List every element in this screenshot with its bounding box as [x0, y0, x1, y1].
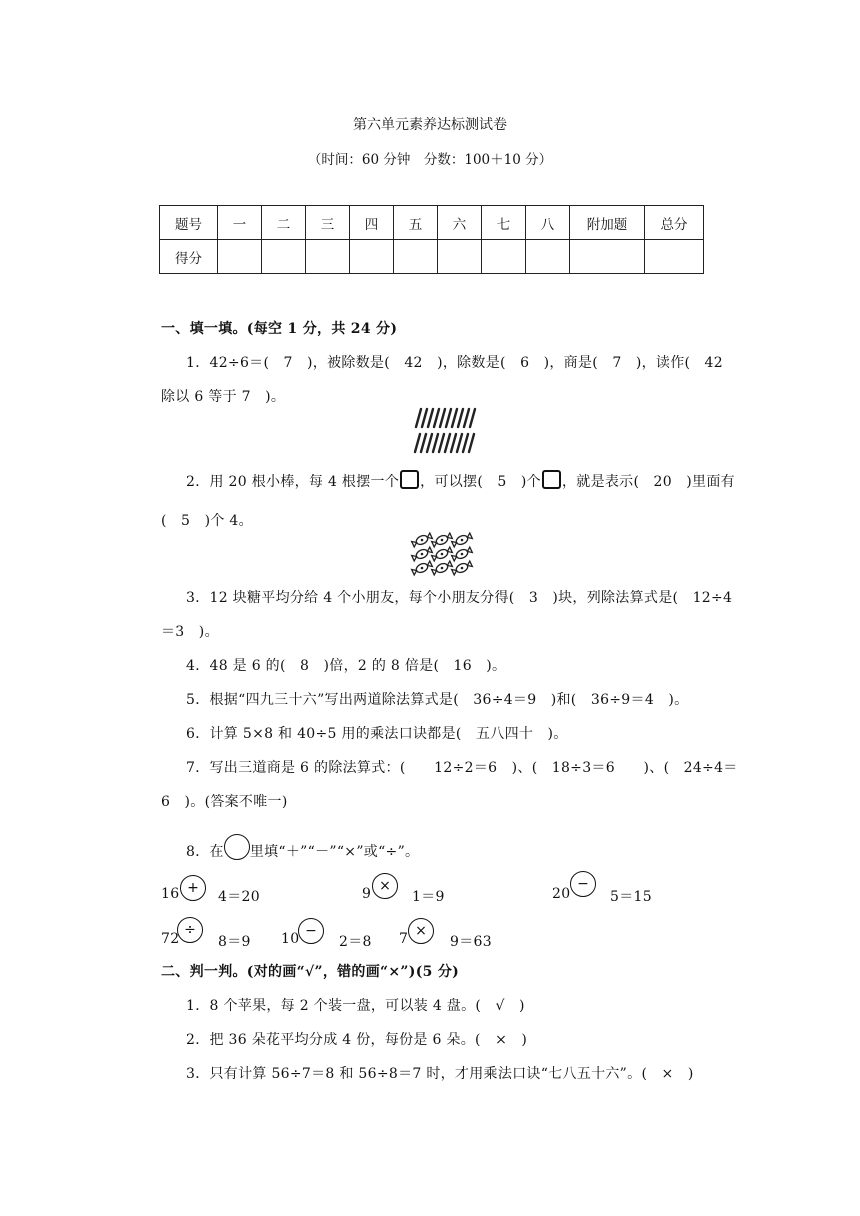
q4-line: 4．48 是 6 的( 8 )倍，2 的 8 倍是( 16 )。: [186, 658, 507, 674]
table-cell: 一: [218, 206, 262, 240]
times-circle-icon[interactable]: ×: [408, 918, 434, 944]
q8-item-left: 20: [552, 886, 571, 902]
q8-item-right: 4＝20: [218, 889, 260, 905]
table-cell: 三: [306, 206, 350, 240]
table-cell: 附加题: [570, 206, 645, 240]
table-cell: 总分: [645, 206, 704, 240]
q2-line1: [186, 470, 735, 491]
plus-circle-icon[interactable]: +: [180, 875, 206, 901]
sticks-illustration: [412, 407, 478, 455]
section2-heading: 二、判一判。(对的画“√”，错的画“×”)(5 分): [161, 964, 460, 980]
q8-item-right: 9＝63: [450, 934, 492, 950]
q3-line1: 3．12 块糖平均分给 4 个小朋友，每个小朋友分得( 3 )块，列除法算式是( 12÷4: [186, 590, 733, 606]
table-cell: 四: [350, 206, 394, 240]
q8-item-right: 5＝15: [610, 889, 652, 905]
q1-line1: 1．42÷6＝( 7 )，被除数是( 42 )，除数是( 6 )，商是( 7 )，读作( 42: [186, 355, 723, 371]
q7-line2: 6 )。(答案不唯一): [161, 794, 288, 810]
candies-illustration: [410, 532, 478, 582]
score-input-cell[interactable]: [306, 240, 350, 274]
judge-q3: 3．只有计算 56÷7＝8 和 56÷8＝7 时，才用乘法口诀“七八五十六”。( × ): [186, 1066, 694, 1082]
table-cell: 五: [394, 206, 438, 240]
judge-q2: 2．把 36 朵花平均分成 4 份，每份是 6 朵。( × ): [186, 1032, 528, 1048]
square-icon: [542, 470, 561, 489]
section1-heading: 一、填一填。(每空 1 分，共 24 分): [161, 321, 398, 337]
table-cell: 题号: [160, 206, 218, 240]
score-input-cell[interactable]: [482, 240, 526, 274]
q8-item-right: 1＝9: [412, 889, 445, 905]
times-circle-icon[interactable]: ×: [372, 873, 398, 899]
table-cell: 六: [438, 206, 482, 240]
q5-line: 5．根据“四九三十六”写出两道除法算式是( 36÷4＝9 )和( 36÷9＝4 )。: [186, 692, 689, 708]
table-cell: 得分: [160, 240, 218, 274]
q8-item-left: 7: [399, 931, 409, 947]
q7-line1: 7．写出三道商是 6 的除法算式：( 12÷2＝6 )、( 18÷3＝6 )、( 24÷4＝: [186, 760, 738, 776]
score-input-cell[interactable]: [645, 240, 704, 274]
score-input-cell[interactable]: [262, 240, 306, 274]
judge-q1: 1．8 个苹果，每 2 个装一盘，可以装 4 盘。( √ ): [186, 998, 525, 1014]
q8-item-left: 16: [161, 886, 180, 902]
page-title: 第六单元素养达标测试卷: [353, 117, 507, 133]
circle-icon: [224, 834, 250, 860]
q8-item-left: 72: [161, 931, 180, 947]
q8-item-left: 10: [281, 931, 300, 947]
score-table: [159, 205, 704, 274]
q3-line2: ＝3 )。: [161, 624, 219, 640]
table-cell: 八: [526, 206, 570, 240]
q8-text-part2: 里填“＋”“－”“×”或“÷”。: [249, 844, 420, 860]
q8-item-right: 2＝8: [339, 934, 372, 950]
table-cell: 二: [262, 206, 306, 240]
q8-item-left: 9: [362, 886, 372, 902]
score-input-cell[interactable]: [218, 240, 262, 274]
score-input-cell[interactable]: [438, 240, 482, 274]
score-input-cell[interactable]: [526, 240, 570, 274]
q2-line2: ( 5 )个 4。: [161, 513, 253, 529]
q2-text-part3: ，就是表示( 20 )里面有: [561, 474, 735, 490]
q8-text-part1: 8．在: [186, 844, 224, 860]
score-table-score-row: [160, 240, 704, 274]
score-table-header-row: [160, 206, 704, 240]
divide-circle-icon[interactable]: ÷: [177, 917, 203, 943]
score-input-cell[interactable]: [570, 240, 645, 274]
q8-item-right: 8＝9: [218, 934, 251, 950]
minus-circle-icon[interactable]: −: [298, 918, 324, 944]
q2-text-part1: 2．用 20 根小棒，每 4 根摆一个: [186, 474, 400, 490]
minus-circle-icon[interactable]: −: [570, 871, 596, 897]
square-icon: [400, 470, 419, 489]
score-input-cell[interactable]: [394, 240, 438, 274]
q1-line2: 除以 6 等于 7 )。: [161, 389, 286, 405]
table-cell: 七: [482, 206, 526, 240]
score-input-cell[interactable]: [350, 240, 394, 274]
page-subtitle: （时间：60 分钟 分数：100＋10 分）: [307, 152, 553, 168]
q6-line: 6．计算 5×8 和 40÷5 用的乘法口诀都是( 五八四十 )。: [186, 726, 568, 742]
q8-line: [186, 834, 419, 861]
q2-text-part2: ，可以摆( 5 )个: [420, 474, 541, 490]
